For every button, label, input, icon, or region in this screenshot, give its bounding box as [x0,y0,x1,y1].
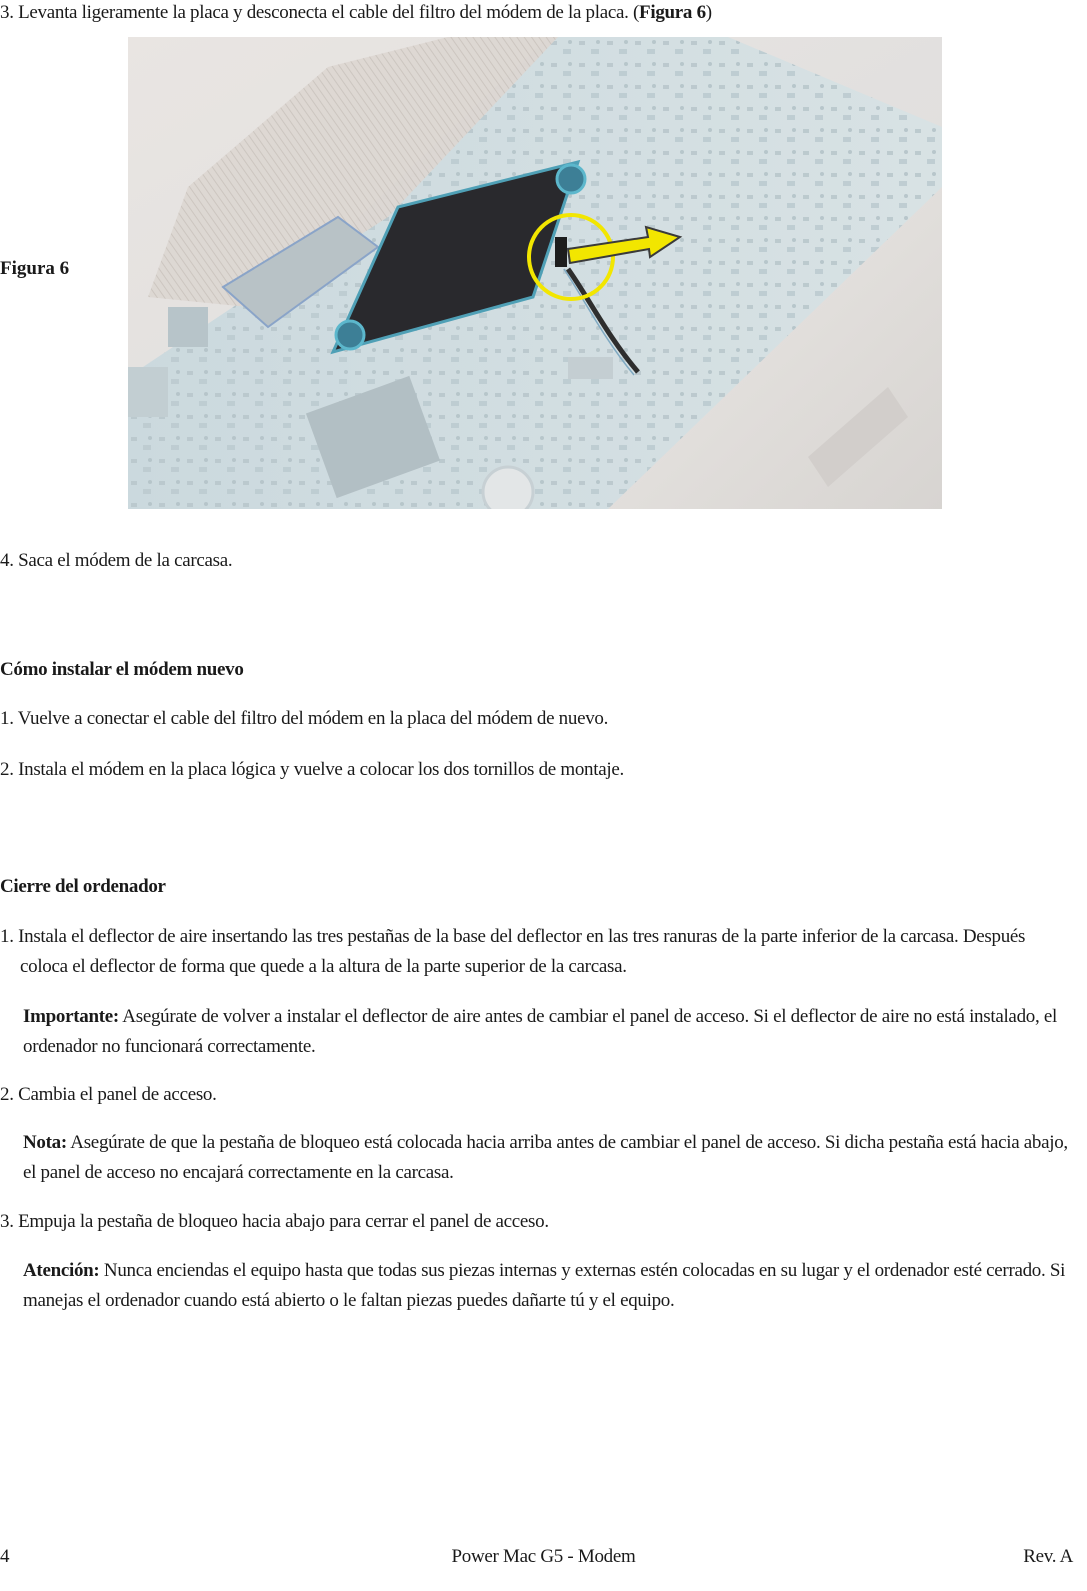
note-important [23,1002,1068,1062]
figure-6-photo [128,37,942,509]
close-step-2 [0,1080,217,1110]
note-text: Asegúrate de que la pestaña de bloqueo está colocada hacia arriba antes de cambiar el panel de acceso. Si dicha pestaña está hacia abajo, el panel de acceso no encajará correctamente en la carcasa. [23,1132,1068,1183]
close-step-1 [0,922,1070,982]
note-text: Nunca enciendas el equipo hasta que todas sus piezas internas y externas estén colocadas en su lugar y el ordenador esté cerrado. Si manejas el ordenador cuando está abierto o le faltan piezas puedes dañarte tú y el equipo. [23,1260,1066,1311]
step-text: Vuelve a conectar el cable del filtro del módem en la placa del módem de nuevo. [17,708,609,729]
figure-reference: Figura 6 [639,2,706,23]
step-4-remove [0,546,232,576]
section-heading-install: Cómo instalar el módem nuevo [0,659,244,680]
footer-revision: Rev. A [1023,1546,1073,1567]
step-3-remove: 3. Levanta ligeramente la placa y desconecta el cable del filtro del módem de la placa. (Figura 6) [0,2,712,23]
note-atencion [23,1256,1068,1316]
step-number: 2. [0,1084,14,1105]
figure-label: Figura 6 [0,258,70,279]
note-nota [23,1128,1068,1188]
step-number: 3. [0,1211,14,1232]
step-number: 1. [0,926,14,947]
install-step-2 [0,755,624,785]
step-text: Instala el deflector de aire insertando las tres pestañas de la base del deflector en las tres ranuras de la parte inferior de la carcasa. Después coloca el deflector de forma que quede a la altura de la parte superior de la carcasa. [18,926,1026,977]
note-text: Asegúrate de volver a instalar el deflector de aire antes de cambiar el panel de acceso. Si el deflector de aire no está instalado, el ordenador no funcionará correctamente. [23,1006,1057,1057]
install-step-1 [0,704,608,734]
note-label: Atención: [23,1260,100,1281]
step-text: Saca el módem de la carcasa. [18,550,233,571]
close-step-3 [0,1207,549,1237]
step-text: Instala el módem en la placa lógica y vuelve a colocar los dos tornillos de montaje. [18,759,624,780]
step-number: 2. [0,759,14,780]
section-heading-close: Cierre del ordenador [0,876,166,897]
step-number: 4. [0,550,14,571]
note-label: Importante: [23,1006,119,1027]
step-number: 3. [0,2,14,23]
step-text: Cambia el panel de acceso. [18,1084,217,1105]
step-text: Empuja la pestaña de bloqueo hacia abajo para cerrar el panel de acceso. [18,1211,549,1232]
step-number: 1. [0,708,14,729]
footer-title: Power Mac G5 - Modem [451,1546,636,1567]
note-label: Nota: [23,1132,67,1153]
step-text: Levanta ligeramente la placa y desconecta el cable del filtro del módem de la placa. ( [18,2,640,23]
footer-page-number: 4 [0,1546,10,1567]
